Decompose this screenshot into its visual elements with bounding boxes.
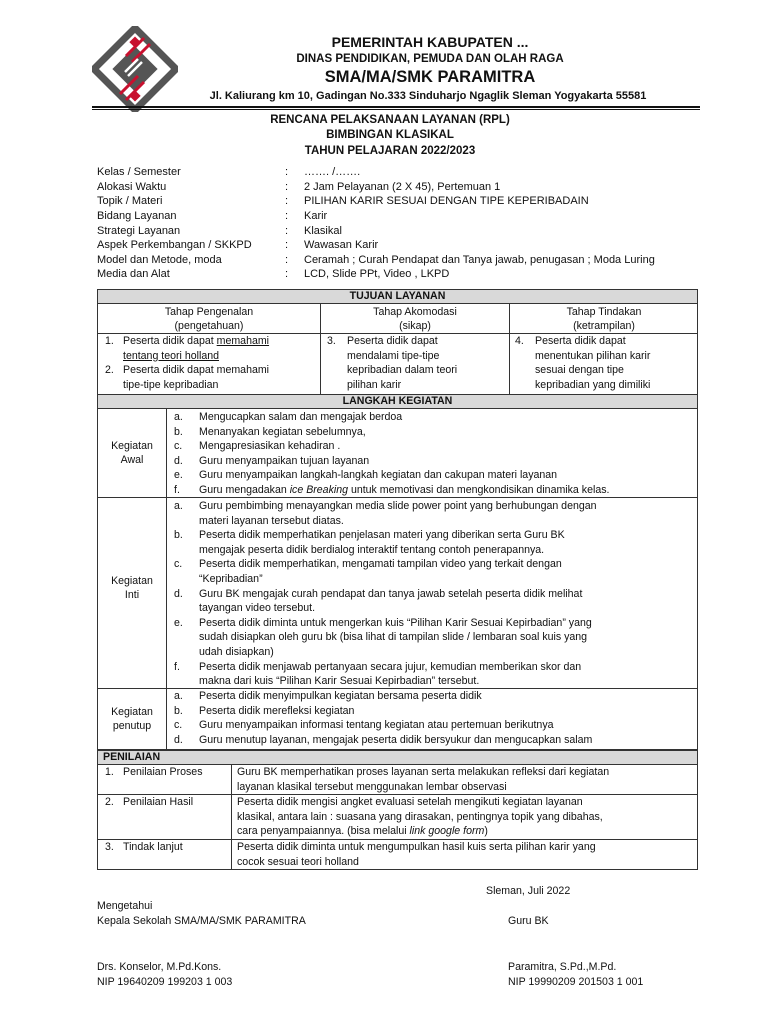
- penilaian-desc: [237, 765, 694, 794]
- col-header-sub: (ketrampilan): [573, 320, 635, 332]
- list-text: Peserta didik diminta untuk mengerkan kuis “Pilihan Karir Sesuai Kepirbadian” yang: [199, 616, 592, 629]
- langkah-header: LANGKAH KEGIATAN: [97, 394, 698, 409]
- list-marker: c.: [174, 558, 183, 571]
- desc-line: Peserta didik diminta untuk mengumpulkan hasil kuis serta pilihan karir yang: [237, 841, 596, 853]
- list-text-underlined: tentang teori holland: [123, 349, 220, 362]
- header-school-name: SMA/MA/SMK PARAMITRA: [324, 68, 536, 86]
- desc-line: layanan klasikal tersebut menggunakan lembar observasi: [237, 780, 507, 793]
- list-text: Penilaian Hasil: [123, 796, 194, 808]
- desc-text-italic: link google form: [409, 825, 485, 838]
- info-value: Wawasan Karir: [304, 239, 379, 251]
- list-text: Tindak lanjut: [123, 841, 183, 853]
- desc-line: [237, 824, 694, 839]
- kegiatan-label-line: Awal: [120, 454, 144, 466]
- list-text-italic: ice Breaking: [289, 483, 348, 496]
- header-department: DINAS PENDIDIKAN, PEMUDA DAN OLAH RAGA: [296, 53, 564, 65]
- info-value: Karir: [304, 210, 328, 222]
- info-colon: :: [285, 268, 289, 280]
- list-text: makna dari kuis “Pilihan Karir Sesuai Kepirbadian” tersebut.: [199, 675, 480, 688]
- list-text: Penilaian Proses: [123, 766, 203, 778]
- list-item: [174, 557, 696, 586]
- list-text: Peserta didik memperhatikan penjelasan materi yang diberikan serta Guru BK: [199, 529, 565, 542]
- list-item: [105, 795, 229, 810]
- list-item: [515, 334, 697, 392]
- list-item: [174, 425, 696, 440]
- info-colon: :: [285, 166, 289, 178]
- list-item: [174, 733, 696, 748]
- penilaian-label: [105, 765, 229, 780]
- list-item: [174, 587, 696, 616]
- column-divider: [231, 764, 232, 870]
- tujuan-header: TUJUAN LAYANAN: [97, 289, 698, 304]
- list-text: Guru menutup layanan, mengajak peserta didik bersyukur dan mengucapkan salam: [199, 733, 593, 746]
- desc-line: Guru BK memperhatikan proses layanan serta melakukan refleksi dari kegiatan: [237, 766, 610, 778]
- kegiatan-penutup-label: [98, 705, 166, 733]
- list-text: Peserta didik dapat: [123, 335, 217, 347]
- info-label: Alokasi Waktu: [97, 181, 167, 193]
- document-year: TAHUN PELAJARAN 2022/2023: [304, 145, 476, 157]
- info-label: Strategi Layanan: [97, 225, 181, 237]
- list-item: [174, 660, 696, 689]
- col-header-pengenalan: [98, 305, 320, 333]
- list-item: [174, 454, 696, 469]
- list-item: [105, 334, 317, 363]
- list-marker: d.: [174, 454, 183, 467]
- mengetahui-label: Mengetahui: [97, 900, 153, 912]
- list-text: Peserta didik menjawab pertanyaan secara jujur, kemudian memberikan skor dan: [199, 660, 582, 673]
- desc-text: cara penyampaiannya. (bisa melalui: [237, 825, 410, 838]
- list-item: [174, 499, 696, 528]
- list-text: pilihan karir: [347, 378, 402, 391]
- list-text: tayangan video tersebut.: [199, 602, 316, 615]
- col-header-sub: (pengetahuan): [174, 320, 244, 332]
- info-value: PILIHAN KARIR SESUAI DENGAN TIPE KEPERIBADAIN: [304, 195, 589, 207]
- list-text: Mengucapkan salam dan mengajak berdoa: [199, 411, 403, 423]
- header-government: PEMERINTAH KABUPATEN ...: [331, 34, 529, 50]
- list-text: Menanyakan kegiatan sebelumnya,: [199, 425, 366, 438]
- list-item: [174, 704, 696, 719]
- list-marker: 3.: [105, 841, 114, 853]
- info-value: Ceramah ; Curah Pendapat dan Tanya jawab, penugasan ; Moda Luring: [304, 254, 655, 266]
- list-text: Guru pembimbing menayangkan media slide power point yang berhubungan dengan: [199, 500, 597, 512]
- kegiatan-label-line: penutup: [112, 720, 152, 732]
- list-marker: 2.: [105, 796, 114, 808]
- info-colon: :: [285, 254, 289, 266]
- kegiatan-label-line: Kegiatan: [111, 575, 153, 587]
- list-marker: d.: [174, 587, 183, 600]
- desc-text: ): [484, 825, 488, 838]
- col-header-akomodasi: [321, 305, 509, 333]
- kegiatan-label-line: Kegiatan: [111, 706, 153, 718]
- document-title: RENCANA PELAKSANAAN LAYANAN (RPL): [270, 114, 510, 126]
- list-text: Peserta didik memperhatikan, mengamati tampilan video yang terkait dengan: [199, 558, 562, 571]
- info-label: Model dan Metode, moda: [97, 254, 222, 266]
- list-text: Peserta didik dapat: [535, 335, 626, 347]
- info-label: Media dan Alat: [97, 268, 170, 280]
- kepala-sekolah-name: Drs. Konselor, M.Pd.Kons.: [97, 961, 222, 973]
- list-text: kepribadian yang dimiliki: [535, 378, 651, 391]
- list-item: [105, 363, 317, 392]
- list-text: kepribadian dalam teori: [347, 364, 458, 377]
- desc-line: Peserta didik mengisi angket evaluasi setelah mengikuti kegiatan layanan: [237, 796, 583, 808]
- list-text: Guru menyampaikan tujuan layanan: [199, 454, 370, 467]
- penilaian-label: [105, 795, 229, 810]
- info-colon: :: [285, 239, 289, 251]
- kepala-sekolah-title: Kepala Sekolah SMA/MA/SMK PARAMITRA: [97, 915, 306, 927]
- penilaian-desc: [237, 840, 694, 869]
- list-marker: a.: [174, 690, 183, 702]
- guru-bk-title: Guru BK: [508, 915, 549, 927]
- list-marker: c.: [174, 719, 183, 732]
- list-text: Peserta didik dapat memahami: [123, 364, 270, 377]
- list-marker: f.: [174, 483, 180, 496]
- kegiatan-awal-list: [174, 410, 696, 498]
- list-text: Guru mengadakan: [199, 483, 290, 496]
- document-subtitle: BIMBINGAN KLASIKAL: [326, 129, 454, 141]
- list-marker: b.: [174, 529, 183, 542]
- list-item: [174, 468, 696, 483]
- list-text: Guru BK mengajak curah pendapat dan tanya jawab setelah peserta didik melihat: [199, 587, 583, 600]
- guru-bk-nip: NIP 19990209 201503 1 001: [508, 976, 644, 988]
- kegiatan-penutup-list: [174, 689, 696, 747]
- list-text: tipe-tipe kepribadian: [123, 378, 219, 391]
- list-text: Peserta didik merefleksi kegiatan: [199, 704, 355, 717]
- col-header-title: Tahap Tindakan: [566, 306, 642, 318]
- list-text: untuk memotivasi dan mengkondisikan dinamika kelas.: [348, 483, 610, 496]
- list-marker: f.: [174, 660, 180, 673]
- list-text: udah disiapkan): [199, 645, 274, 658]
- info-label: Topik / Materi: [97, 195, 163, 207]
- kepala-sekolah-nip: NIP 19640209 199203 1 003: [97, 976, 233, 988]
- tujuan-col-pengenalan: [105, 334, 317, 392]
- list-marker: e.: [174, 469, 183, 482]
- list-text-underlined: memahami: [216, 335, 270, 347]
- info-value: ……. /…….: [304, 166, 361, 178]
- list-text: Peserta didik dapat: [347, 335, 438, 347]
- kegiatan-label-line: Kegiatan: [111, 440, 153, 452]
- list-text: mengajak peserta didik berdialog interaktif tentang contoh penerapannya.: [199, 543, 545, 556]
- list-item: [105, 765, 229, 780]
- list-marker: 1.: [105, 335, 114, 347]
- list-text: sesuai dengan tipe: [535, 364, 624, 377]
- list-item: [174, 616, 696, 660]
- list-marker: a.: [174, 411, 183, 423]
- info-value: Klasikal: [304, 225, 342, 237]
- list-text: sudah disiapkan oleh guru bk (bisa lihat di tampilan slide / lembaran soal kuis yang: [199, 631, 588, 644]
- list-marker: b.: [174, 425, 183, 438]
- list-item: [174, 410, 696, 425]
- tujuan-col-tindakan: [515, 334, 697, 392]
- list-marker: 1.: [105, 766, 114, 778]
- list-text: Guru menyampaikan langkah-langkah kegiatan dan cakupan materi layanan: [199, 469, 558, 482]
- list-text: Guru menyampaikan informasi tentang kegiatan atau pertemuan berikutnya: [199, 719, 554, 732]
- desc-line: cocok sesuai teori holland: [237, 855, 359, 868]
- desc-line: klasikal, antara lain : suasana yang dirasakan, pentingnya topik yang dibahas,: [237, 810, 603, 823]
- info-colon: :: [285, 181, 289, 193]
- list-item: [174, 439, 696, 454]
- tujuan-col-akomodasi: [327, 334, 507, 392]
- list-item: [174, 483, 696, 498]
- list-item: [174, 689, 696, 704]
- list-item: [327, 334, 507, 392]
- place-date: Sleman, Juli 2022: [486, 885, 571, 897]
- list-text: materi layanan tersebut diatas.: [199, 514, 344, 527]
- list-marker: d.: [174, 733, 183, 746]
- info-label: Bidang Layanan: [97, 210, 177, 222]
- kegiatan-awal-label: [98, 439, 166, 467]
- list-marker: 3.: [327, 335, 336, 347]
- kegiatan-label-line: Inti: [124, 589, 140, 601]
- header-address: Jl. Kaliurang km 10, Gadingan No.333 Sinduharjo Ngaglik Sleman Yogyakarta 55581: [209, 90, 647, 102]
- penilaian-header: PENILAIAN: [97, 750, 698, 765]
- info-value: LCD, Slide PPt, Video , LKPD: [304, 268, 450, 280]
- kegiatan-inti-label: [98, 574, 166, 602]
- info-colon: :: [285, 210, 289, 222]
- list-text: “Kepribadian”: [199, 572, 263, 585]
- list-item: [174, 528, 696, 557]
- info-label: Aspek Perkembangan / SKKPD: [97, 239, 252, 251]
- penilaian-label: [105, 840, 229, 855]
- list-marker: 4.: [515, 335, 524, 347]
- list-marker: c.: [174, 440, 183, 453]
- info-label: Kelas / Semester: [97, 166, 181, 178]
- col-header-title: Tahap Pengenalan: [164, 306, 254, 318]
- list-text: mendalami tipe-tipe: [347, 349, 440, 362]
- penilaian-desc: [237, 795, 694, 839]
- col-header-title: Tahap Akomodasi: [373, 306, 457, 318]
- header-divider: [92, 106, 700, 108]
- col-header-sub: (sikap): [399, 320, 431, 332]
- list-item: [105, 840, 229, 855]
- list-text: menentukan pilihan karir: [535, 349, 651, 362]
- header-divider-thin: [92, 109, 700, 110]
- list-marker: 2.: [105, 364, 114, 377]
- list-text: Mengapresiasikan kehadiran .: [199, 440, 341, 453]
- info-value: 2 Jam Pelayanan (2 X 45), Pertemuan 1: [304, 181, 501, 193]
- kegiatan-inti-list: [174, 499, 696, 689]
- info-colon: :: [285, 195, 289, 207]
- list-marker: b.: [174, 704, 183, 717]
- school-logo-icon: [92, 26, 178, 112]
- info-colon: :: [285, 225, 289, 237]
- col-header-tindakan: [510, 305, 698, 333]
- column-divider: [166, 408, 167, 750]
- list-marker: e.: [174, 616, 183, 629]
- list-text: Peserta didik menyimpulkan kegiatan bersama peserta didik: [199, 690, 482, 702]
- guru-bk-name: Paramitra, S.Pd.,M.Pd.: [508, 961, 617, 973]
- list-marker: a.: [174, 500, 183, 512]
- list-item: [174, 718, 696, 733]
